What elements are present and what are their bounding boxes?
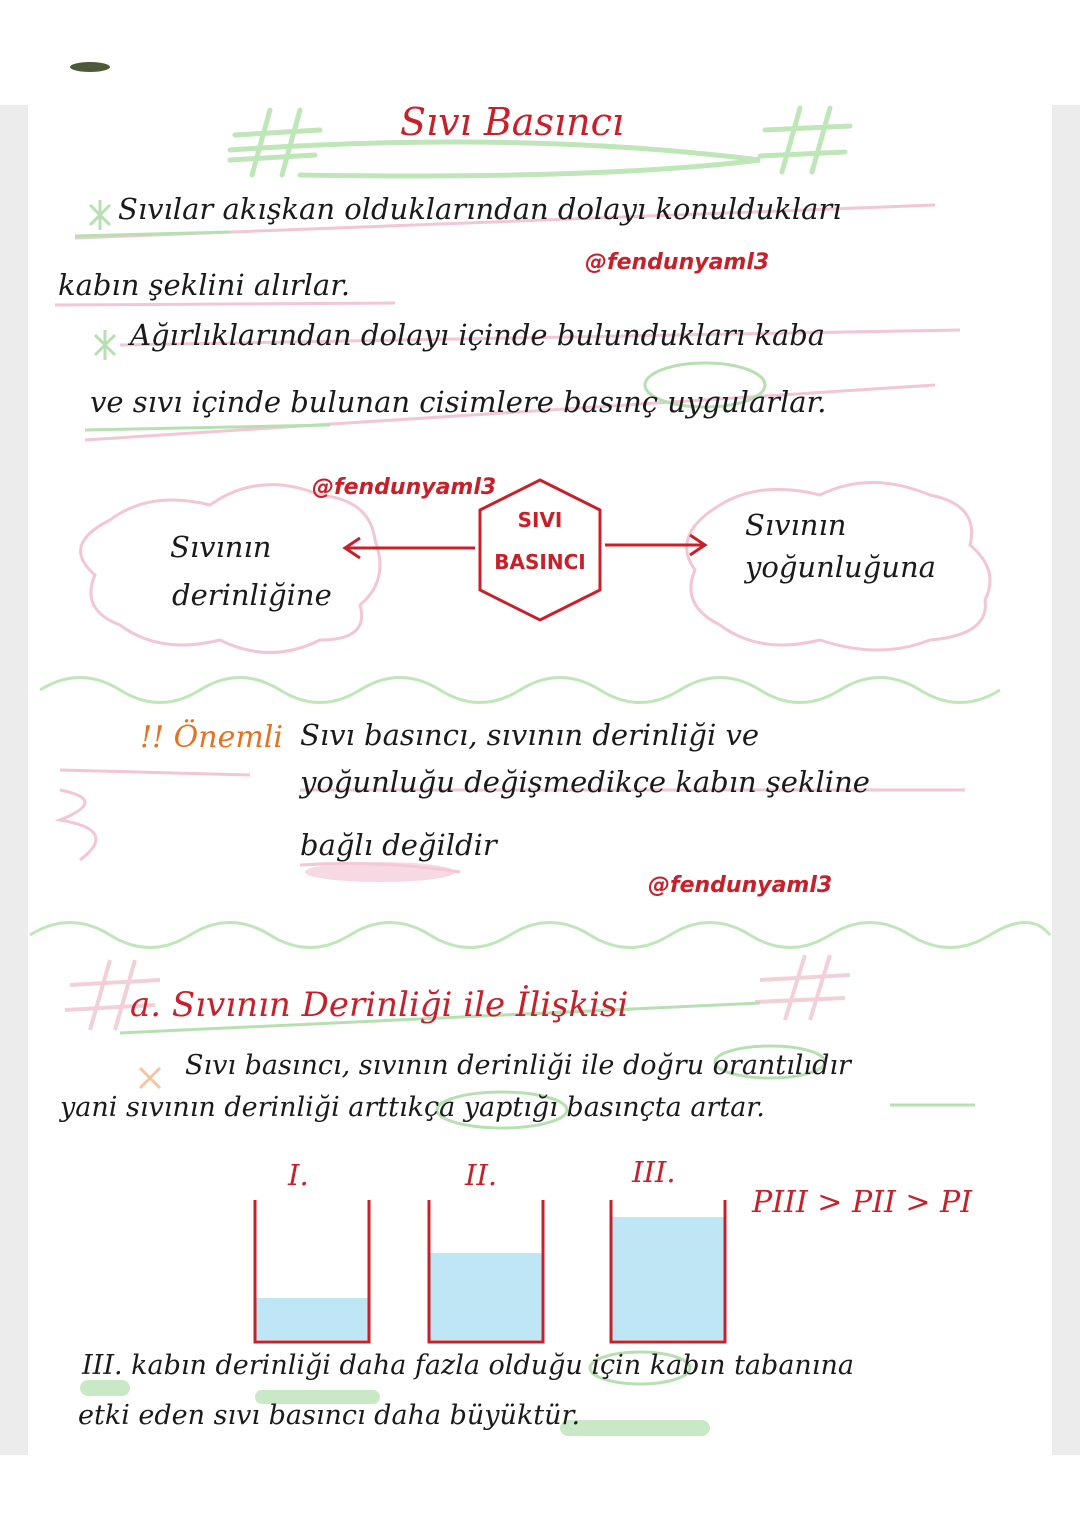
section-a-line-2: yani sıvının derinliği arttıkça yaptığı basınçta artar. <box>60 1092 765 1123</box>
important-line-3: bağlı değildir <box>300 828 497 862</box>
hex-label-1: SIVI <box>517 508 563 532</box>
intro-line-1: Sıvılar akışkan olduklarından dolayı konuldukları <box>118 192 842 226</box>
containers <box>255 1200 725 1342</box>
pressure-relation: PIII > PII > PI <box>752 1185 973 1220</box>
container-1-water <box>256 1298 368 1340</box>
container-1-label: I. <box>288 1158 309 1192</box>
intro-line-4: ve sıvı içinde bulunan cisimlere basınç uygularlar. <box>90 385 827 419</box>
cloud-left <box>81 485 380 653</box>
cloud-left-line-2: derinliğine <box>172 578 332 612</box>
conclusion-line-2: etki eden sıvı basıncı daha büyüktür. <box>78 1400 581 1431</box>
container-3-water <box>612 1217 724 1340</box>
important-label: !! Önemli <box>140 720 283 755</box>
cloud-right-line-2: yoğunluğuna <box>745 550 936 584</box>
section-a-heading: a. Sıvının Derinliği ile İlişkisi <box>130 985 629 1025</box>
page-title: Sıvı Basıncı <box>400 100 625 144</box>
section-a-line-1: Sıvı basıncı, sıvının derinliği ile doğru orantılıdır <box>185 1050 851 1081</box>
intro-line-2: kabın şeklini alırlar. <box>58 268 351 302</box>
intro-line-3: Ağırlıklarından dolayı içinde bulundukları kaba <box>130 318 826 352</box>
frame-bottom <box>0 1455 1080 1527</box>
watermark-3: @fendunyaml3 <box>648 873 833 898</box>
watermark-2: @fendunyaml3 <box>312 475 497 500</box>
container-2-label: II. <box>465 1158 498 1192</box>
watermark-1: @fendunyaml3 <box>585 250 770 275</box>
conclusion-line-1: III. kabın derinliği daha fazla olduğu için kabın tabanına <box>82 1350 854 1381</box>
container-3-label: III. <box>632 1155 676 1189</box>
important-line-1: Sıvı basıncı, sıvının derinliği ve <box>300 718 760 752</box>
important-line-2: yoğunluğu değişmedikçe kabın şekline <box>300 765 870 799</box>
cloud-right-line-1: Sıvının <box>745 508 847 542</box>
hex-label-2: BASINCI <box>494 550 586 574</box>
container-2-water <box>430 1253 542 1340</box>
cloud-left-line-1: Sıvının <box>170 530 272 564</box>
